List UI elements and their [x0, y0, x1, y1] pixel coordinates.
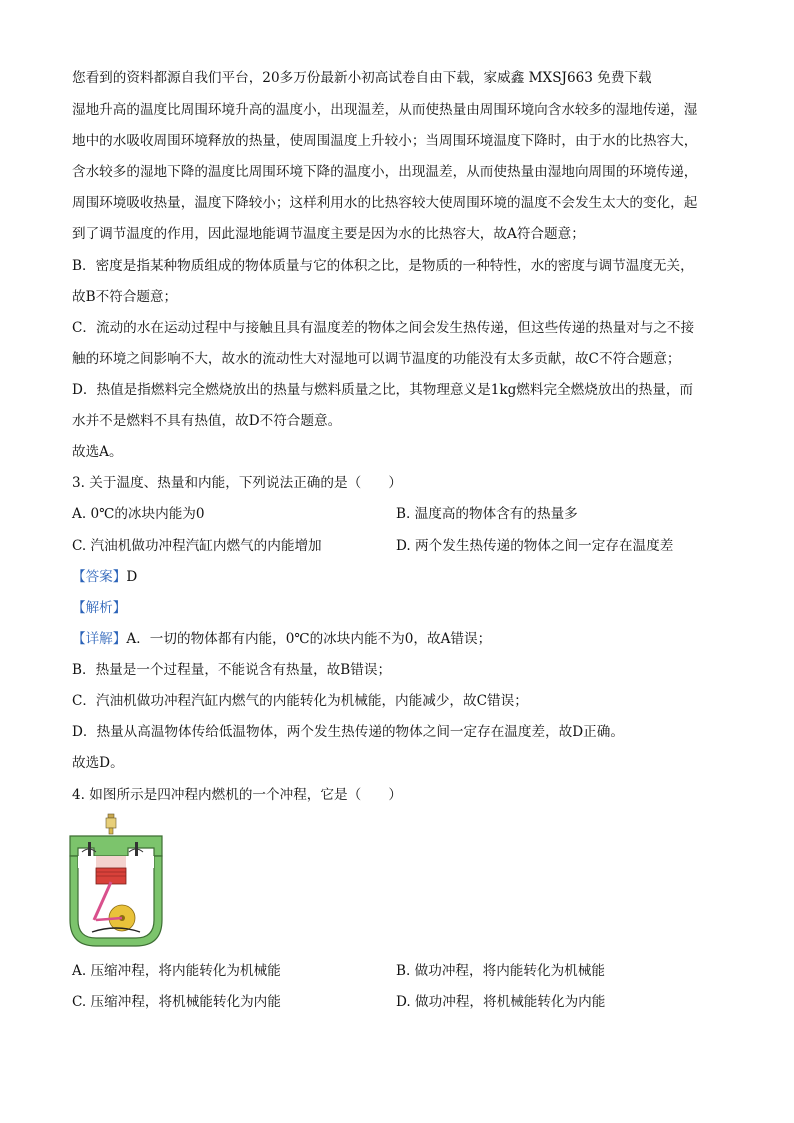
analysis-label: 【解析】 [72, 600, 127, 616]
question3-detail-line [72, 629, 732, 649]
question3-detail-line: D．热量从高温物体传给低温物体，两个发生热传递的物体之间一定存在温度差，故D正确。 [72, 724, 624, 740]
question3-detail-line: B．热量是一个过程量，不能说含有热量，故B错误； [72, 662, 392, 678]
question4-option-d: D. 做功冲程，将机械能转化为内能 [396, 994, 606, 1010]
explanation-line: 地中的水吸收周围环境释放的热量，使周围温度上升较小；当周围环境温度下降时，由于水的比热容大， [72, 133, 698, 149]
answer-value: D [126, 569, 138, 585]
explanation-line: 故B不符合题意； [72, 289, 178, 305]
explanation-line: 到了调节温度的作用，因此湿地能调节温度主要是因为水的比热容大，故A符合题意； [72, 226, 585, 242]
question4-option-b: B. 做功冲程，将内能转化为机械能 [396, 963, 605, 979]
question3-option-b: B. 温度高的物体含有的热量多 [396, 506, 578, 522]
explanation-line: 故选A。 [72, 444, 123, 460]
explanation-line: B．密度是指某种物质组成的物体质量与它的体积之比，是物质的一种特性，水的密度与调节温度无关， [72, 258, 694, 274]
detail-label: 【详解】 [72, 631, 127, 647]
answer-label: 【答案】 [72, 569, 127, 585]
header-note: 您看到的资料都源自我们平台，20多万份最新小初高试卷自由下载，家威鑫 MXSJ663 免费下载 [72, 70, 652, 86]
explanation-line: 水并不是燃料不具有热值，故D不符合题意。 [72, 413, 342, 429]
explanation-line: 触的环境之间影响不大，故水的流动性大对湿地可以调节温度的功能没有太多贡献，故C不符合题意； [72, 351, 681, 367]
explanation-line: 含水较多的湿地下降的温度比周围环境下降的温度小，出现温差，从而使热量由湿地向周围的环境传递， [72, 164, 698, 180]
question3-analysis-label [72, 598, 732, 618]
question3-detail-line: C．汽油机做功冲程汽缸内燃气的内能转化为机械能，内能减少，故C错误； [72, 693, 528, 709]
explanation-line: D．热值是指燃料完全燃烧放出的热量与燃料质量之比，其物理意义是1kg燃料完全燃烧放出的热量，而 [72, 382, 694, 398]
question3-option-d: D. 两个发生热传递的物体之间一定存在温度差 [396, 538, 674, 554]
explanation-line: 湿地升高的温度比周围环境升高的温度小，出现温差，从而使热量由周围环境向含水较多的湿地传递，湿 [72, 102, 698, 118]
engine-stroke-diagram-icon [66, 812, 166, 952]
question4-option-c: C. 压缩冲程，将机械能转化为内能 [72, 994, 281, 1010]
question3-option-c: C. 汽油机做功冲程汽缸内燃气的内能增加 [72, 538, 322, 554]
question4-option-a: A. 压缩冲程，将内能转化为机械能 [72, 963, 281, 979]
explanation-line: 周围环境吸收热量，温度下降较小；这样利用水的比热容较大使周围环境的温度不会发生太大的变化，起 [72, 195, 698, 211]
question3-answer [72, 567, 732, 587]
question3-option-a: A. 0℃的冰块内能为0 [72, 506, 205, 522]
question3-detail-line: 故选D。 [72, 755, 124, 771]
question3-stem: 3. 关于温度、热量和内能，下列说法正确的是（ ） [72, 475, 402, 491]
explanation-line: C．流动的水在运动过程中与接触且具有温度差的物体之间会发生热传递，但这些传递的热量对与之不接 [72, 320, 695, 336]
detail-text: A．一切的物体都有内能，0℃的冰块内能不为0，故A错误； [126, 631, 492, 647]
question4-stem: 4. 如图所示是四冲程内燃机的一个冲程，它是（ ） [72, 787, 402, 803]
